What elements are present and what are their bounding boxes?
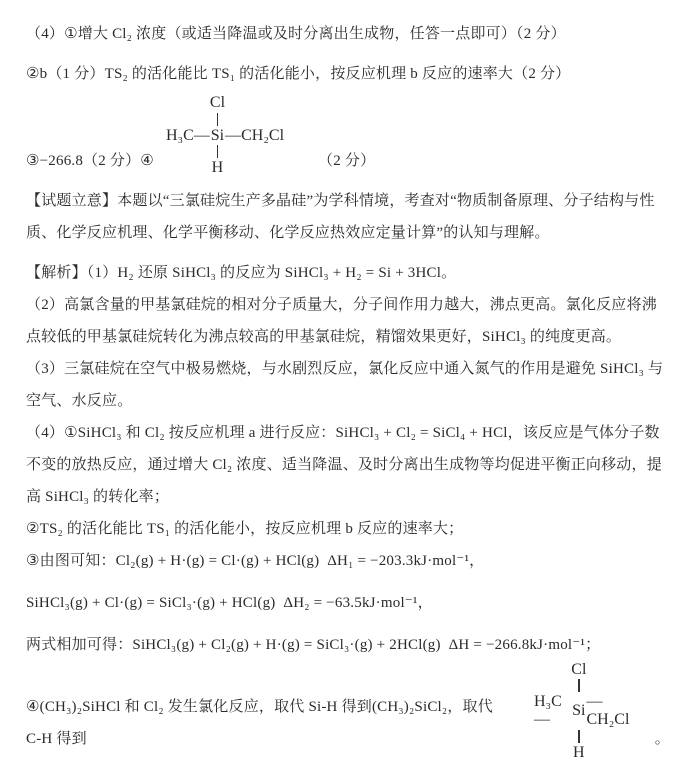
chem-central-atom: Si — [210, 126, 225, 144]
answer-line-3-4 — [26, 94, 670, 177]
bond-vertical-icon — [578, 730, 579, 743]
analysis-equation-2: SiHCl₃(g) + Cl·(g) = SiCl₃·(g) + HCl(g) ΔH₂ = −63.5kJ·mol⁻¹， — [26, 594, 433, 611]
bond-vertical-icon — [217, 113, 218, 126]
bond-vertical-icon — [217, 145, 218, 158]
chem-substituent-top: Cl — [209, 94, 226, 111]
chem-substituent-left: H₃C— — [165, 126, 210, 144]
chem-central-atom: Si — [572, 702, 586, 720]
analysis-paragraph-6 — [26, 660, 670, 761]
analysis-paragraph-4: （4）①SiHCl₃ 和 Cl₂ 按反应机理 a 进行反应：SiHCl₃ + Cl₂ = SiCl₄ + HCl，该反应是气体分子数不变的放热反应，通过增大 Cl₂ 浓度、适当降温、及时分离出生成物等均促进平衡正向移动，提高 SiHCl₃ 的转化率； — [26, 424, 662, 505]
chem-substituent-right: —CH₂Cl — [225, 126, 285, 144]
chem-structure-chloromethyl-silane — [534, 661, 639, 761]
analysis-paragraph-2: （2）高氯含量的甲基氯硅烷的相对分子质量大，分子间作用力越大，沸点更高。氯化反应将沸点较低的甲基氯硅烷转化为沸点较高的甲基氯硅烷，精馏效果更好，SiHCl₃ 的纯度更高。 — [26, 296, 657, 345]
analysis-6-period: 。 — [654, 731, 670, 748]
analysis-equation-3: 两式相加可得：SiHCl₃(g) + Cl₂(g) + H·(g) = SiCl₃·(g) + 2HCl(g) ΔH = −266.8kJ·mol⁻¹； — [26, 636, 601, 653]
analysis-paragraph-3: （3）三氯硅烷在空气中极易燃烧，与水剧烈反应，氯化反应中通入氮气的作用是避免 SiHCl₃ 与空气、水反应。 — [26, 360, 664, 409]
chem-substituent-bottom: H — [211, 159, 224, 177]
chem-substituent-bottom: H — [573, 743, 585, 761]
answer-line-4-2b: ②b（1 分）TS₂ 的活化能比 TS₁ 的活化能小，按反应机理 b 反应的速率大（2 分） — [26, 66, 571, 82]
analysis-paragraph-5: ②TS₂ 的活化能比 TS₁ 的活化能小，按反应机理 b 反应的速率大； — [26, 520, 464, 537]
analysis-paragraph-1: 【解析】（1）H₂ 还原 SiHCl₃ 的反应为 SiHCl₃ + H₂ = Si + 3HCl。 — [26, 264, 457, 281]
chem-substituent-right: —CH₂Cl — [586, 693, 630, 728]
analysis-equation-1: ③由图可知：Cl₂(g) + H·(g) = Cl·(g) + HCl(g) ΔH₁ = −203.3kJ·mol⁻¹， — [26, 552, 485, 569]
analysis-6-text: ④(CH₃)₂SiHCl 和 Cl₂ 发生氯化反应，取代 Si-H 得到(CH₃)₂SiCl₂，取代 C-H 得到 — [26, 699, 497, 748]
chem-substituent-left: H₃C— — [533, 693, 562, 728]
answer-3-text: ③−266.8（2 分）④ — [26, 152, 154, 169]
answer-line-4-1: （4）①增大 Cl₂ 浓度（或适当降温或及时分离出生成物，任答一点即可）（2 分） — [26, 26, 566, 42]
chem-substituent-top: Cl — [571, 660, 587, 678]
intent-paragraph: 【试题立意】本题以“三氯硅烷生产多晶硅”为学科情境，考查对“物质制备原理、分子结构与性质、化学反应机理、化学平衡移动、化学反应热效应定量计算”的认知与理解。 — [26, 192, 655, 241]
answer-4-score: （2 分） — [318, 152, 376, 169]
chem-structure-chloromethyl-silane — [166, 94, 284, 177]
bond-vertical-icon — [578, 679, 579, 692]
